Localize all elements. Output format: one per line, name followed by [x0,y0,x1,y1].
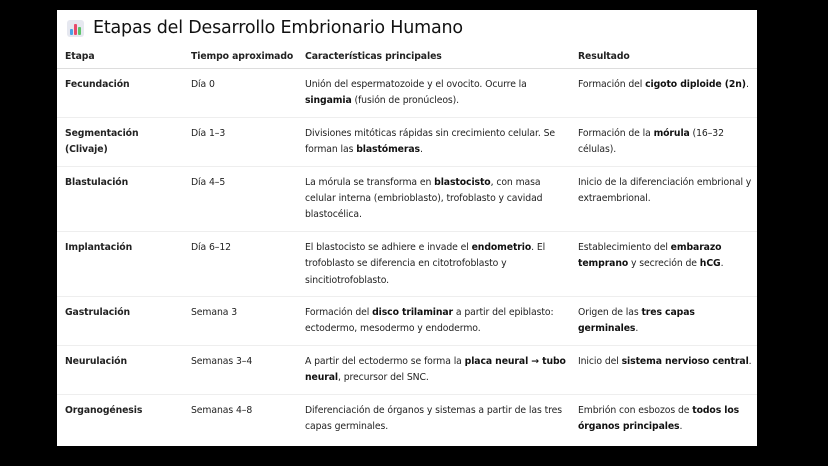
header-features: Características principales [297,46,570,69]
features-cell [297,117,570,166]
text-segment: . [635,323,639,335]
result-cell [570,297,757,346]
text-segment: Divisiones mitóticas rápidas sin crecimiento celular. Se forman las [305,127,556,156]
stage-cell: Fecundación [57,69,183,118]
table-row [57,69,757,118]
table-row [57,394,757,442]
text-segment: A partir del ectodermo se forma la [305,355,465,367]
bar-chart-icon [67,20,84,37]
text-segment: Origen de las [578,307,642,319]
time-cell: Día 4–5 [183,166,297,231]
text-segment: Unión del espermatozoide y el ovocito. Ocurre la [305,79,527,90]
text-segment: . [745,79,749,90]
time-cell: Semanas 4–8 [191,404,253,416]
text-segment: y secreción de [628,258,700,270]
table-header-row [57,46,757,69]
result-cell [570,345,757,394]
text-segment: Formación del [305,307,373,319]
content-panel [57,10,757,446]
text-segment: . El trofoblasto se diferencia en citotrofoblasto y sincitiotrofoblasto. [305,241,546,286]
features-cell [297,231,570,296]
stage-cell: Implantación [57,231,183,296]
bold-term: singamia [305,95,352,107]
stage-cell: Organogénesis [65,404,143,416]
bold-term: todos los órganos principales [578,404,740,433]
bold-term: hCG [699,258,721,270]
result-cell [570,166,757,231]
text-segment: , con masa celular interna (embrioblasto), trofoblasto y cavidad blastocélica. [305,176,543,221]
stage-cell: Gastrulación [57,297,183,346]
table-row [57,231,757,296]
title-text: Etapas del Desarrollo Embrionario Humano [93,18,463,38]
text-segment: Establecimiento del [578,241,671,253]
bold-term: sistema nervioso central [621,355,749,367]
stages-table [57,46,757,443]
bold-term: blastómeras [356,144,420,156]
text-segment: Embrión con esbozos de [578,404,693,416]
stage-cell: Blastulación [57,166,183,231]
bold-term: endometrio [471,241,532,253]
table-row [57,345,757,394]
result-cell [570,231,757,296]
features-cell [297,166,570,231]
text-segment: a partir del epiblasto: ectodermo, mesodermo y endodermo. [305,307,554,335]
table-row [57,297,757,346]
text-segment: . [748,355,752,367]
bold-term: blastocisto [434,176,491,188]
time-cell: Día 1–3 [183,117,297,166]
header-stage: Etapa [57,46,183,69]
stage-cell: Neurulación [57,345,183,394]
text-segment: Inicio del [578,355,622,367]
result-cell [570,69,757,118]
page-title [67,18,463,38]
features-cell [297,394,570,442]
result-cell [570,117,757,166]
text-segment: Formación del [578,79,646,90]
features-cell [297,297,570,346]
time-cell: Semanas 3–4 [183,345,297,394]
features-cell [297,345,570,394]
text-segment: Formación de la [578,127,654,139]
bold-term: placa neural → tubo neural [305,355,566,384]
time-cell: Día 6–12 [183,231,297,296]
time-cell: Semana 3 [183,297,297,346]
features-cell [297,69,570,118]
header-result: Resultado [570,46,757,69]
text-segment: (16–32 células). [578,127,724,156]
text-segment: La mórula se transforma en [305,176,435,188]
bold-term: embarazo temprano [578,241,722,270]
text-segment: . [419,144,423,156]
text-segment: El blastocisto se adhiere e invade el [305,241,472,253]
text-segment: (fusión de pronúcleos). [351,95,460,107]
table-row [57,166,757,231]
text-segment: . [679,421,683,433]
result-cell [570,394,757,442]
text-segment: . [720,258,724,270]
bold-term: cigoto diploide (2n) [645,79,746,90]
text-segment: Diferenciación de órganos y sistemas a partir de las tres capas germinales. [305,404,562,433]
bold-term: disco trilaminar [372,307,454,319]
stage-cell: Segmentación (Clivaje) [57,117,183,166]
time-cell: Día 0 [183,69,297,118]
table-row [57,117,757,166]
bold-term: mórula [653,127,690,139]
header-time: Tiempo aproximado [183,46,297,69]
text-segment: , precursor del SNC. [338,372,429,384]
text-segment: Inicio de la diferenciación embrional y extraembrional. [578,176,752,205]
bold-term: tres capas germinales [578,307,695,335]
